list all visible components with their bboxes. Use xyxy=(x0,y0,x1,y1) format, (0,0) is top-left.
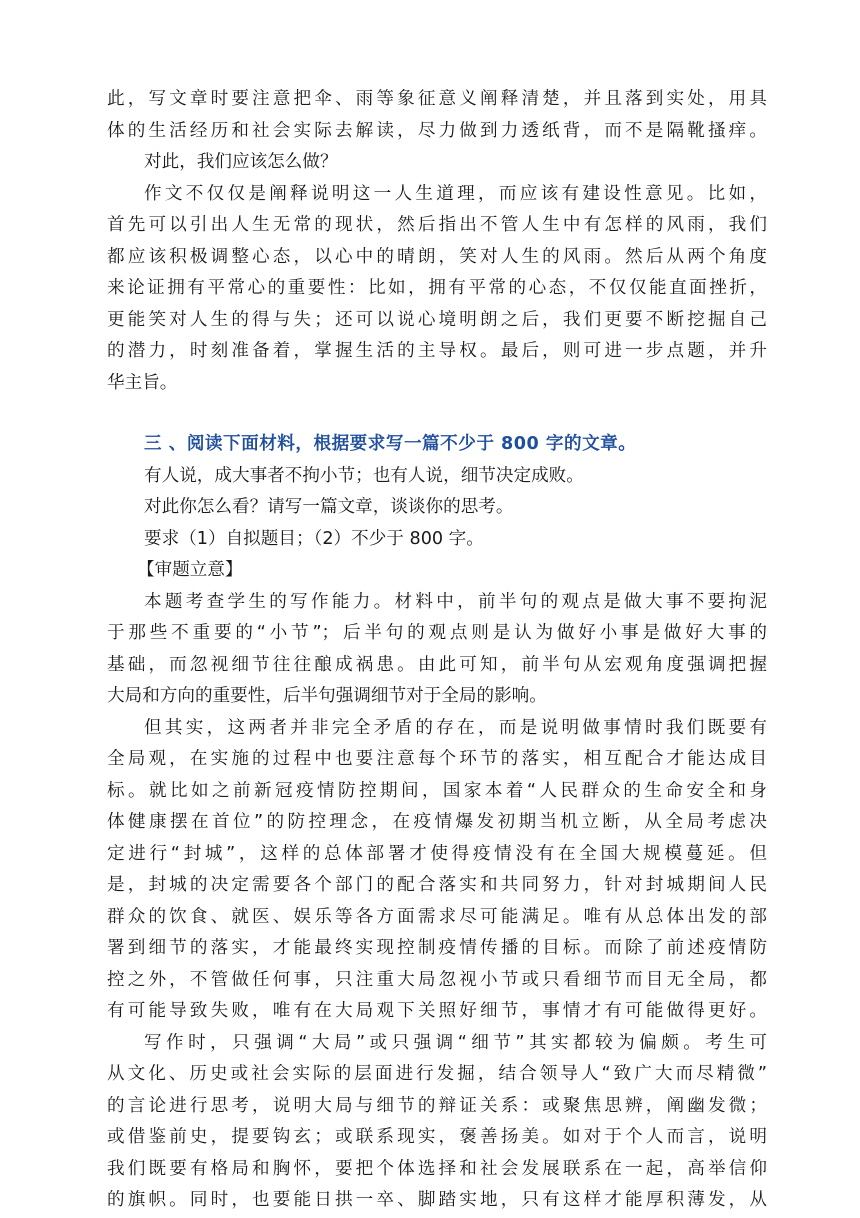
text-line: 定进行“封城”，这样的总体部署才使得疫情没有在全国大规模蔓延。但 xyxy=(107,843,767,864)
text-line: 此，写文章时要注意把伞、雨等象征意义阐释清楚，并且落到实处，用具 xyxy=(107,89,767,109)
document-page xyxy=(107,84,767,1217)
text-line: 对此你怎么看？请写一篇文章，谈谈你的思考。 xyxy=(144,497,514,517)
text-line: 首先可以引出人生无常的现状，然后指出不管人生中有怎样的风雨，我们 xyxy=(107,215,767,235)
analysis-title: 【审题立意】 xyxy=(137,560,243,580)
text-line: 是，封城的决定需要各个部门的配合落实和共同努力，针对封城期间人民 xyxy=(107,875,767,895)
text-line: 本题考查学生的写作能力。材料中，前半句的观点是做大事不要拘泥 xyxy=(144,591,767,612)
text-line: 控之外，不管做任何事，只注重大局忽视小节或只看细节而目无全局，都 xyxy=(107,969,767,990)
text-line: 对此，我们应该怎么做？ xyxy=(144,152,338,172)
text-line: 的旗帜。同时，也要能日拱一卒、脚踏实地，只有这样才能厚积薄发，从 xyxy=(107,1190,767,1210)
text-line: 华主旨。 xyxy=(107,372,178,393)
text-line: 体健康摆在首位”的防控理念，在疫情爆发初期当机立断，从全局考虑决 xyxy=(107,812,767,832)
text-line: 署到细节的落实，才能最终实现控制疫情传播的目标。而除了前述疫情防 xyxy=(107,938,767,958)
section-heading: 三 、阅读下面材料，根据要求写一篇不少于 800 字的文章。 xyxy=(144,434,637,454)
text-line: 有可能导致失败，唯有在大局观下关照好细节，事情才有可能做得更好。 xyxy=(107,1001,767,1021)
text-line: 体的生活经历和社会实际去解读，尽力做到力透纸背，而不是隔靴搔痒。 xyxy=(107,120,767,141)
section-gap xyxy=(107,399,767,429)
text-line: 写作时，只强调“大局”或只强调“细节”其实都较为偏颇。考生可 xyxy=(144,1032,767,1053)
text-line: 有人说，成大事者不拘小节；也有人说，细节决定成败。 xyxy=(144,465,584,486)
text-line: 更能笑对人生的得与失；还可以说心境明朗之后，我们更要不断挖掘自己 xyxy=(107,309,767,330)
text-line: 于那些不重要的“小节”；后半句的观点则是认为做好小事是做好大事的 xyxy=(107,623,767,643)
text-line: 从文化、历史或社会实际的层面进行发掘，结合领导人“致广大而尽精微” xyxy=(107,1064,767,1084)
text-line: 基础，而忽视细节往往酿成祸患。由此可知，前半句从宏观角度强调把握 xyxy=(107,654,767,675)
text-line: 我们既要有格局和胸怀，要把个体选择和社会发展联系在一起，高举信仰 xyxy=(107,1158,767,1179)
text-line: 的言论进行思考，说明大局与细节的辩证关系：或聚焦思辨，阐幽发微； xyxy=(107,1095,767,1116)
text-line: 都应该积极调整心态，以心中的晴朗，笑对人生的风雨。然后从两个角度 xyxy=(107,246,767,267)
text-line: 但其实，这两者并非完全矛盾的存在，而是说明做事情时我们既要有 xyxy=(144,717,767,738)
text-line: 大局和方向的重要性，后半句强调细节对于全局的影响。 xyxy=(107,686,547,706)
text-line: 群众的饮食、就医、娱乐等各方面需求尽可能满足。唯有从总体出发的部 xyxy=(107,906,767,927)
text-line: 或借鉴前史，提要钩玄；或联系现实，褒善扬美。如对于个人而言，说明 xyxy=(107,1127,767,1147)
text-line: 全局观，在实施的过程中也要注意每个环节的落实，相互配合才能达成目 xyxy=(107,749,767,769)
text-line: 要求（1）自拟题目；（2）不少于 800 字。 xyxy=(144,528,484,549)
text-line: 来论证拥有平常心的重要性：比如，拥有平常的心态，不仅仅能直面挫折， xyxy=(107,278,767,298)
text-line: 的潜力，时刻准备着，掌握生活的主导权。最后，则可进一步点题，并升 xyxy=(107,341,767,361)
text-line: 标。就比如之前新冠疫情防控期间，国家本着“人民群众的生命安全和身 xyxy=(107,780,767,801)
text-line: 作文不仅仅是阐释说明这一人生道理，而应该有建设性意见。比如， xyxy=(144,183,767,204)
